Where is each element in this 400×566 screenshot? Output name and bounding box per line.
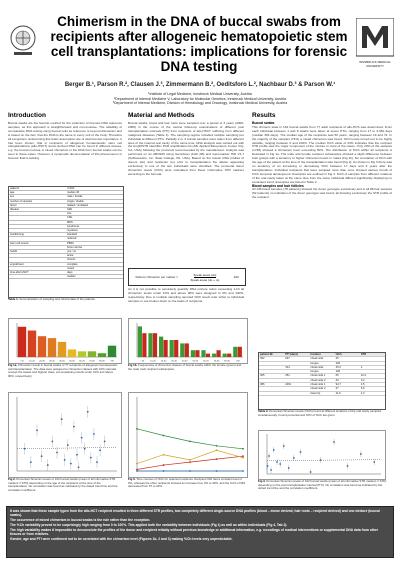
university-logo-text: INNSBRUCK MEDICAL UNIVERSITY xyxy=(359,60,391,68)
conclusion-2: The occurrence of mixed chimerism in buccal swabs is the rule rather than the exception. xyxy=(10,518,151,523)
table-2-cell xyxy=(259,366,284,369)
table-1-cell: patients xyxy=(10,187,20,190)
results-sub-blood: Blood samples and hair follicles xyxy=(252,183,304,188)
data-point xyxy=(70,463,72,465)
data-point xyxy=(136,428,138,430)
conclusion-5: Gender, age and PTI were confirmed not to be correlated with the chimerism level (Figures 1b, 2 and 3) making %Ch levels very unpredictable. xyxy=(10,537,233,542)
bar xyxy=(185,343,189,357)
table-2-cell xyxy=(259,370,284,373)
table-2-cell: 43 xyxy=(335,378,339,382)
table-1-cell: reduced xyxy=(67,237,77,241)
figure-1a-chart xyxy=(9,319,121,363)
table-2-cell: 251 xyxy=(285,374,290,378)
table-2-cell: 465 xyxy=(260,374,265,378)
affiliation-2: ²Department of Internal Medicine V, Laboratory for Molecular Genetics, Innsbruck Medical University, Austria xyxy=(114,96,286,101)
table-2-cell: 314 xyxy=(285,365,290,369)
bar xyxy=(233,347,237,357)
bar xyxy=(88,351,96,357)
figure-1b-caption: Fig 1b. Frequencies of chimerism classes of buccal swabs within the female (green) and the male (red) recipient subsamples. xyxy=(128,363,242,371)
data-point xyxy=(288,467,290,469)
tick-label: 60-70 xyxy=(79,360,85,363)
formula-left: %donor chimerism per marker = xyxy=(135,275,178,279)
table-2-header-cell: PTI (days) xyxy=(285,353,299,356)
table-1-cell: related / unrelated xyxy=(67,203,88,207)
table-2-cell: 65 xyxy=(335,374,339,378)
data-point xyxy=(163,464,165,466)
table-2-cell: 100 xyxy=(335,361,341,365)
tick-label: 40-50 xyxy=(181,360,188,363)
bar xyxy=(223,354,227,357)
bar xyxy=(18,327,26,357)
bar xyxy=(180,343,184,357)
table-2-cell: 11.6 xyxy=(335,391,341,395)
table-1-cell: GvHD xyxy=(10,250,18,254)
data-point xyxy=(242,470,244,472)
results-sub-buccal: Buccal swabs xyxy=(252,121,275,125)
data-point xyxy=(216,449,218,451)
bar xyxy=(191,350,195,357)
table-1-cell xyxy=(9,225,66,228)
figure-4 xyxy=(258,430,386,480)
tick-label: 70-80 xyxy=(213,360,220,363)
figure-1b-chart xyxy=(129,319,247,363)
conclusions-box xyxy=(6,506,394,558)
data-point xyxy=(56,452,58,454)
intro-heading: Introduction xyxy=(8,112,46,119)
data-point xyxy=(90,457,92,459)
table-1-cell xyxy=(9,275,66,278)
bar xyxy=(108,346,116,357)
formula-suffix: · 100 xyxy=(231,275,239,279)
table-1-cell: days xyxy=(67,271,73,275)
figure-3 xyxy=(128,392,248,478)
table-1-cell: AML xyxy=(67,208,73,212)
tick-label: <10 xyxy=(140,360,145,363)
table-1-cell: single / double xyxy=(67,199,84,203)
data-point xyxy=(51,441,53,443)
figure-3-caption: Fig 3. Time courses of %Ch for selected recipients. Recipient 640 had a constant level of 0%, whereas the other recipients showed an increase from 0% to 20%, and the %Ch of 664 decreased from 57 to 30%. xyxy=(128,477,246,488)
table-1-cell: CML xyxy=(67,216,73,220)
data-point xyxy=(270,469,272,471)
conclusion-3: The %Ch variability proved to be surprisingly high ranging from 0 to 100%. This applied both the variability between individuals (Fig 1) as well as within individuals (Fig 4, Tab 2). xyxy=(10,523,288,528)
formula-numerator: Σpeak areas (do) xyxy=(193,272,217,277)
table-2-cell: 1.3 xyxy=(360,391,365,395)
table-2 xyxy=(258,352,386,410)
table-2-caption: Table 2. Percental chimerism levels (%Ch) found at different locations of the oral cavity sampled simultaneously. Found percental and STD of %Ch are given. xyxy=(258,409,381,417)
bar xyxy=(170,340,174,357)
table-2-cell: cheek side 1 xyxy=(310,374,326,378)
table-1-caption: Table 1. Summarization of sampling and clinical data of the patients. xyxy=(8,297,96,301)
data-point xyxy=(189,441,191,443)
table-1-cell: donor xyxy=(10,203,17,207)
table-2-cell: cheek side 2 xyxy=(310,387,326,391)
data-point xyxy=(267,465,269,467)
table-1-cell: bone marrow xyxy=(67,245,83,249)
table-1-cell xyxy=(9,229,66,232)
data-point xyxy=(163,470,165,472)
table-1-cell: complete xyxy=(67,262,78,266)
data-point xyxy=(93,433,95,435)
table-2-cell: tongue xyxy=(310,370,319,374)
table-2-cell: 386 xyxy=(260,383,265,387)
data-point xyxy=(333,441,335,443)
table-1 xyxy=(8,186,124,298)
data-point xyxy=(293,457,295,459)
tick-label: <10 xyxy=(20,360,24,363)
data-point xyxy=(47,464,49,466)
table-2-cell xyxy=(284,392,309,395)
table-1-cell xyxy=(9,221,66,224)
table-2-cell: 27 xyxy=(335,387,339,391)
table-2-cell xyxy=(259,379,284,382)
table-1-cell: median 46 xyxy=(67,191,80,195)
data-point xyxy=(73,426,75,428)
table-1-cell: yes / no xyxy=(67,250,77,254)
table-2-cell: 12.2 xyxy=(360,374,367,378)
data-point xyxy=(273,449,275,451)
data-point xyxy=(163,435,165,437)
data-point xyxy=(76,454,78,456)
bar xyxy=(153,333,157,357)
tick-label: 80-90 xyxy=(224,360,230,363)
data-point xyxy=(61,418,63,420)
bar xyxy=(138,326,142,357)
bar xyxy=(238,347,242,357)
table-2-cell: 100 xyxy=(335,370,341,374)
bar xyxy=(159,337,163,357)
table-1-cell: disease xyxy=(10,208,19,212)
data-point xyxy=(41,455,43,457)
table-1-cell: median xyxy=(67,275,76,279)
table-2-cell: cheek side xyxy=(310,357,324,361)
bar xyxy=(212,354,216,357)
figure-2-caption: Fig 2. Percental chimerism levels of 162 buccal swabs (mean of all informative STR markers ± STD) depending on the age of the recipients at the time of the transplantation. No correlation was found as indicated by the dotted trend line and the correlation coefficient. xyxy=(8,477,118,492)
table-2-cell: lower lip xyxy=(310,391,321,395)
results-heading: Results xyxy=(252,112,276,119)
table-2-cell xyxy=(259,387,284,390)
formula-denominator: Σpeak areas (do + re) xyxy=(190,277,220,282)
data-point xyxy=(84,448,86,450)
table-1-cell: ALL xyxy=(67,212,72,216)
table-2-cell: 45.2 xyxy=(335,365,341,369)
institute-logo-icon xyxy=(8,22,38,60)
figure-4-caption: Fig 3. Percental chimerism levels of 162 buccal swabs (mean of all informative STR markers ± STD) depending on the post transplantation interval (PTI). No correlation was found as indicated by the dotted trend line and the correlation coefficient. xyxy=(258,479,387,490)
bar xyxy=(195,350,199,357)
tick-label: 40-50 xyxy=(59,360,65,363)
table-1-cell: n=162 xyxy=(67,187,75,190)
table-2-row xyxy=(259,392,385,396)
table-2-header-cell: location xyxy=(310,353,321,356)
authors: Berger B.¹, Parson R.², Clausen J.³, Zimmermann B.², Oeditsforo L.², Nachbaur D.³ & Parson W.¹ xyxy=(64,82,336,88)
tick-label: 10-20 xyxy=(29,360,35,363)
results-text xyxy=(252,122,392,200)
tick-label: 30-40 xyxy=(171,360,177,363)
table-2-cell xyxy=(259,362,284,365)
data-point xyxy=(360,453,362,455)
table-1-cell: stem cell source xyxy=(10,241,29,245)
bar xyxy=(148,333,152,357)
data-point xyxy=(300,451,302,453)
table-2-cell: 3.2 xyxy=(360,378,365,382)
table-1-cell xyxy=(9,254,66,257)
tick-label: 50-60 xyxy=(69,360,75,363)
conclusion-1: It was shown that these sample types from the allo-HCT recipient resulted in three different STR profiles, two completely different single-source DNA profiles (blood – donor derived; hair roots – recipient derived) and one mixture (buccal swabs). xyxy=(10,509,380,518)
data-point xyxy=(189,461,191,463)
data-point xyxy=(216,470,218,472)
table-2-cell: 25 xyxy=(335,357,339,361)
bar xyxy=(227,354,231,357)
data-point xyxy=(87,411,89,413)
table-1-cell xyxy=(9,258,66,261)
table-1-cell: mixed xyxy=(67,266,74,270)
table-1-cell: standard xyxy=(67,233,78,237)
table-1-cell xyxy=(9,212,66,215)
table-2-cell: 452 xyxy=(260,357,265,361)
tick-label: 70-80 xyxy=(89,360,95,363)
data-point xyxy=(81,437,83,439)
table-2-cell: 4 xyxy=(360,365,363,369)
table-2-cell xyxy=(360,370,385,373)
results-text-1: This chimeric state in 162 buccal swabs from 77 adult recipients of allo-HCS was determined. From each individual between 1 and 8 swabs were taken at seven PTIs, ranging from 17 to 3.381 days (median 394 days). The median age of the recipients was 50 years, ranging between 19 and 74. In the majority of the samples (74%) a mixed chimerism was found. %Ch levels turned out to be highly variable, ranging between 0 and 100%. The median %Ch value of 23% indicates that the recipient STR profile was the major component of the mixture in most of the cases. Only 23% of the samples (n=38) showed a chimerism level exceeding 50%. The distribution of %Ch within all recipients is illustrated in Fig 1a. The male and female recipient subsamples showed a slight difference between both groups with a tendency to higher chimerism levels in males (Fig 1b). No correlation of %Ch with the age of the patient at the time of the transplantation was found (Fig 2). As shown in Fig 3 there was no tendency of an increasing or decreasing %Ch between 17 days and 9 years after the transplantation. Individual recipients that were sampled more than once showed various trends of %Ch temporal development. Examples are outlined in Fig 4. %Ch of samples from different rotations of the oral cavity taken at the same time from the same individual differed significantly displaying no consistent trend. Examples are listed in Table 2. xyxy=(252,124,392,184)
data-point xyxy=(347,465,349,467)
bar xyxy=(68,349,76,357)
bar xyxy=(28,331,36,357)
tick-label: 50-60 xyxy=(192,360,199,363)
data-point xyxy=(30,461,32,463)
tick-label: 60-70 xyxy=(203,360,209,363)
data-point xyxy=(104,441,106,443)
table-2-cell: 237 xyxy=(285,357,290,361)
data-point xyxy=(320,459,322,461)
data-point xyxy=(78,466,80,468)
table-2-cell xyxy=(360,357,385,360)
methods-text: Buccal swabs, blood and hair roots were sampled over a period of 3 years (2006-2009) in the course of the routine follow-up examinations of different post transplantation intervals (PTI) from recipients of allo-HSCT suffering from different malignant diseases (Table 1). The sampling regime included multiple sampling per individual at different PTIs. Partially 2 or 3 buccal samples were taken from different sites of the internal oral cavity of the same time. DNA analysis was carried out with the AmpFlSTR Identifiler PCR amplification kit (AB, Applied Biosystems, Foster City, CA, USA) following the protocols recommended by the manufacturer. Analysis was performed on an ABI3100 using GeneScan (both AB) and Genemarker HID V1.7 (SoftGenetics, Inc. State College, PA, USA). Based on the known DNA profiles of donors (do) and recipients (re) prior to transplantation the alleles appearing exclusively in one of the two individuals were identified. The percental donor chimerism levels (%Ch) were calculated from these informative STR markers according to the formula: xyxy=(128,121,244,176)
figure-1a xyxy=(8,318,122,364)
tick-label: 30-40 xyxy=(49,360,55,363)
data-point xyxy=(276,461,278,463)
figure-1a-caption: Fig 1a. Chimerism levels in buccal swabs of 77 recipients of allogeneic hematopoietic cell transplantation. The data were assigned to chimerism classes with 10% intervals (except the lowest and highest class, encompassing results under 10% and above 90%, respectively). xyxy=(8,363,118,378)
table-2-cell xyxy=(284,362,309,365)
data-point xyxy=(242,457,244,459)
methods-text-2: As it is not possible to accurately quantify DNA mixture ratios exceeding 1:10 all chimerism levels under 10% and above 90% were assigned to 0% and 100%, respectively. Due to multiple sampling reported %Ch levels refer either to individual samples or are broken down on the basis of recipients. xyxy=(128,287,244,303)
methods-heading: Material and Methods xyxy=(128,112,195,119)
data-point xyxy=(216,458,218,460)
table-1-cell: acute xyxy=(67,254,74,258)
table-1-cell: lymphoma xyxy=(67,224,79,228)
table-1-cell: time after HSCT xyxy=(10,271,29,275)
affiliation-3: ³Department of Internal Medicine, Division of Hematology and Oncology, Innsbruck Medical University, Austria xyxy=(112,101,288,106)
bar xyxy=(98,353,106,357)
chimerism-formula xyxy=(128,268,246,286)
table-1-cell: sex xyxy=(10,195,15,199)
table-2-header-cell: %Ch xyxy=(335,353,342,356)
figure-4-chart xyxy=(259,431,385,479)
table-1-cell: number of samples xyxy=(10,199,33,203)
conclusion-4: The high variability makes it impossible to deconvolute the profiles of the donor and recipient reliably without previous knowledge or additional information, e.g. recordings of medical interventions or supplemental DNA data from other tissues or from relatives. xyxy=(10,527,379,537)
table-2-cell: cheek side 1 xyxy=(310,383,326,387)
bar xyxy=(58,342,66,357)
table-1-cell: conditioning xyxy=(10,233,24,237)
data-point xyxy=(283,445,285,447)
tick-label: 20-30 xyxy=(39,360,45,363)
data-point xyxy=(36,429,38,431)
figure-2-chart xyxy=(9,393,121,477)
bar xyxy=(164,340,168,357)
affiliation-1: ¹Institute of Legal Medicine, Innsbruck Medical University, Austria xyxy=(148,92,252,96)
bar xyxy=(78,351,86,357)
table-1-cell: engraftment xyxy=(10,262,24,266)
table-1-cell: MDS xyxy=(67,220,73,224)
data-point xyxy=(189,459,191,461)
bar xyxy=(48,338,56,357)
table-2-cell xyxy=(259,392,284,395)
table-2-cell: cheek side xyxy=(310,365,324,369)
bar xyxy=(142,333,146,357)
intro-text: Buccal swabs are the favorite method for the collection of forensic DNA reference samples, as this approach is straightforward and non-invasive. The reliability of comparative DNA testing using buccal cells as reference is beyond discussion and is based on the fact, that the DNA is the same in every cell of the body. Therefore all exceptions undermining this basic assumption are of vital forensic importance. It has been shown, that in recipients of allogeneic hematopoietic stem cell transplantations (allo-HSCT) donor-derived DNA can be found in different tissues, e.g. the buccal mucosa. A mixed chimerism in the DNA from buccal swabs can be seen in these cases. However, a systematic documentation of this phenomenon in forensic field is lacking. xyxy=(8,121,122,161)
table-2-cell xyxy=(284,379,309,382)
table-1-cell: male / female xyxy=(67,195,83,199)
table-2-cell xyxy=(360,362,385,365)
bar xyxy=(38,336,46,357)
table-2-cell xyxy=(284,387,309,390)
data-point xyxy=(163,454,165,456)
table-1-cell: age xyxy=(10,191,15,195)
table-2-cell: 6.6 xyxy=(360,387,365,391)
table-2-header-cell: patient-Nr. xyxy=(260,353,274,356)
formula-fraction xyxy=(190,273,219,282)
tick-label: >90 xyxy=(110,360,114,363)
bar xyxy=(174,340,178,357)
table-2-cell: cheek side 2 xyxy=(310,378,326,382)
data-point xyxy=(96,461,98,463)
data-point xyxy=(189,470,191,472)
figure-3-chart xyxy=(129,393,247,477)
data-point xyxy=(136,463,138,465)
tick-label: 80-90 xyxy=(99,360,105,363)
data-point xyxy=(136,469,138,471)
data-point xyxy=(99,449,101,451)
table-1-cell: PBSC xyxy=(67,241,75,245)
table-1-cell xyxy=(9,246,66,249)
table-1-row xyxy=(9,275,123,279)
table-1-cell: chronic xyxy=(67,258,76,262)
table-1-cell xyxy=(9,216,66,219)
table-2-cell: tongue xyxy=(310,361,319,365)
table-1-cell: myeloma xyxy=(67,229,78,233)
table-2-cell xyxy=(284,370,309,373)
table-2-cell: 2261 xyxy=(285,383,292,387)
results-text-2: All 136 blood samples (78 patients) showed the donor genotype exclusively and in all 88 hair samples (52 patients) no indication of the donor genotype was found, all showing exclusively the STR profile of the recipient. xyxy=(252,187,392,200)
tick-label: >90 xyxy=(235,360,240,363)
data-point xyxy=(64,459,66,461)
university-logo-icon xyxy=(356,18,394,62)
table-2-cell: 94.7 xyxy=(335,383,341,387)
tick-label: 10-20 xyxy=(150,360,156,363)
tick-label: 20-30 xyxy=(160,360,167,363)
bar xyxy=(217,350,221,357)
trend-line xyxy=(17,447,117,448)
affiliations xyxy=(60,92,340,106)
data-point xyxy=(242,448,244,450)
table-1-cell xyxy=(9,237,66,240)
trend-line xyxy=(267,460,381,461)
data-point xyxy=(373,461,375,463)
series-line xyxy=(137,429,243,449)
table-2-header-cell: STD xyxy=(360,353,367,356)
bar xyxy=(206,354,210,357)
data-point xyxy=(310,471,312,473)
data-point xyxy=(268,455,270,457)
table-2-cell: 4.5 xyxy=(360,383,365,387)
figure-2 xyxy=(8,392,122,478)
data-point xyxy=(279,463,281,465)
table-1-cell xyxy=(9,267,66,270)
data-point xyxy=(67,444,69,446)
data-point xyxy=(216,445,218,447)
bar xyxy=(201,350,205,357)
figure-1b xyxy=(128,318,248,364)
poster-title: Chimerism in the DNA of buccal swabs from recipients after allogeneic hematopoietic stem cell transplantations: implications for forensic DNA testing xyxy=(50,14,348,74)
